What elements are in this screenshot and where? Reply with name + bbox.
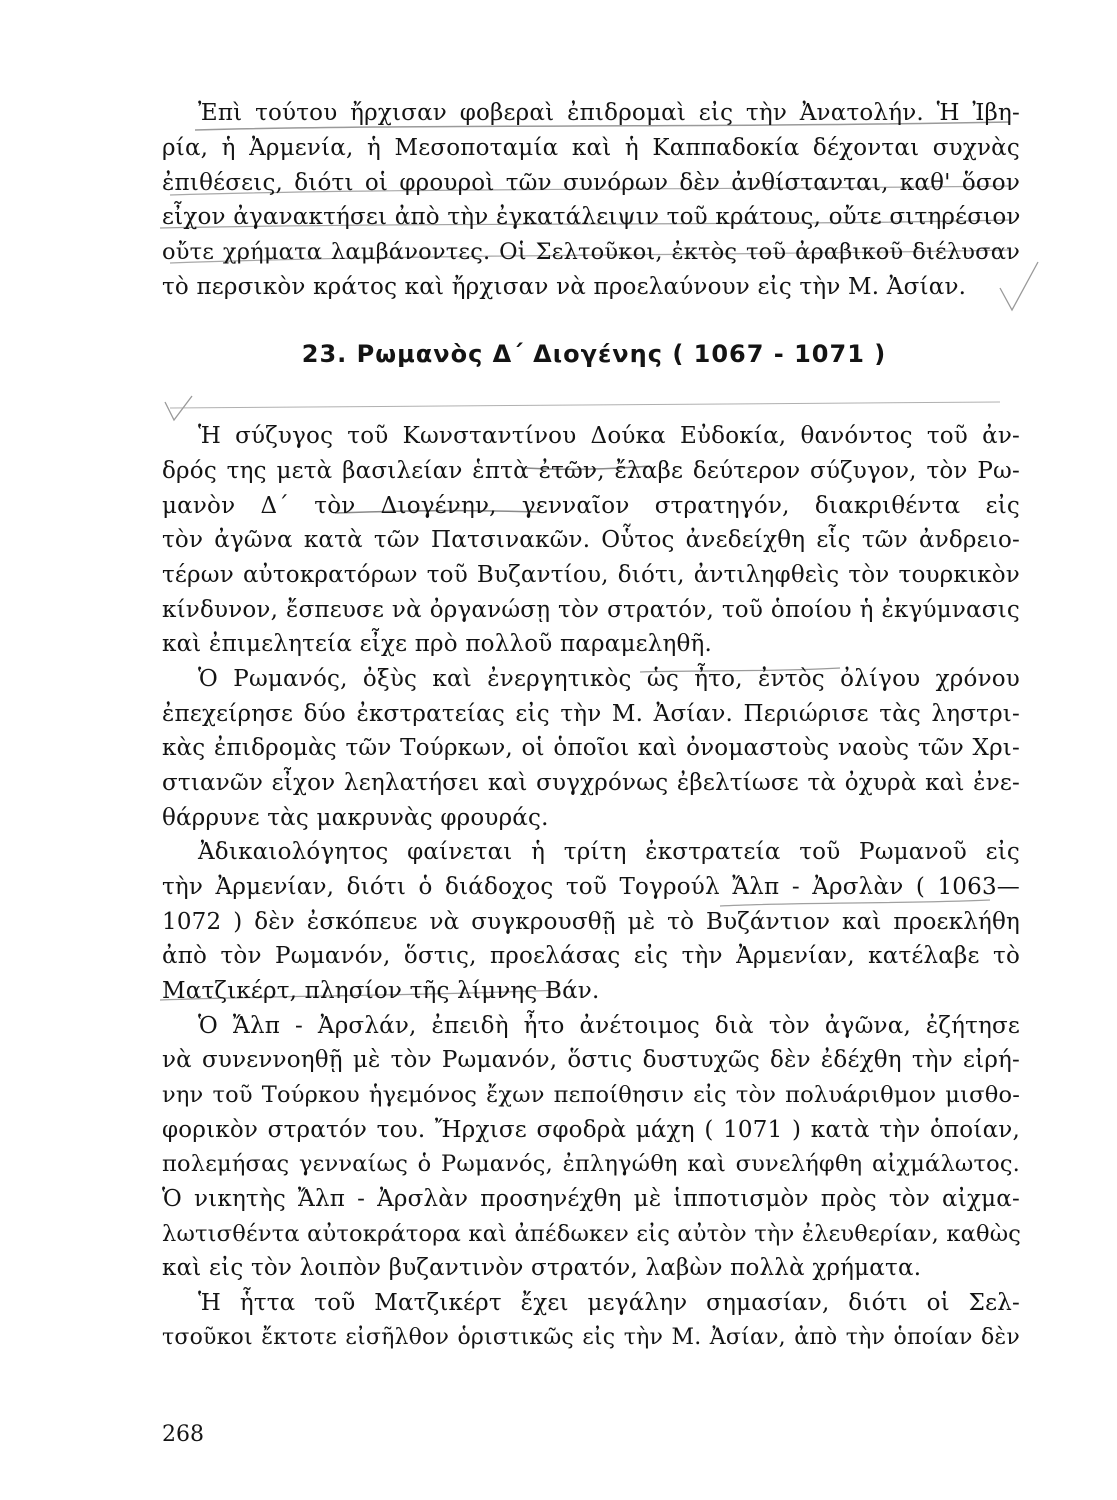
section-heading: 23. Ρωμανὸς Δ΄ Διογένης ( 1067 - 1071 ) <box>301 340 887 368</box>
text-line: Ὁ Ρωμανός, ὀξὺς καὶ ἐνεργητικὸς ὡς ἦτο, ἐντὸς ὀλίγου χρόνου <box>198 666 1020 692</box>
text-line: τὸ περσικὸν κράτος καὶ ἤρχισαν νὰ προελαύνουν εἰς τὴν Μ. Ἀσίαν. <box>162 274 967 300</box>
text-line: καὶ ἐπιμελητεία εἶχε πρὸ πολλοῦ παραμεληθῆ. <box>162 631 713 657</box>
page-number: 268 <box>162 1422 204 1447</box>
text-line: κὰς ἐπιδρομὰς τῶν Τούρκων, οἱ ὁποῖοι καὶ ὀνομαστοὺς ναοὺς τῶν Χρι- <box>162 735 1020 761</box>
text-line: Ἀδικαιολόγητος φαίνεται ἡ τρίτη ἐκστρατεία τοῦ Ρωμανοῦ εἰς <box>198 839 1020 865</box>
text-line: νην τοῦ Τούρκου ἡγεμόνος ἔχων πεποίθησιν εἰς τὸν πολυάριθμον μισθο- <box>162 1082 1020 1108</box>
text-line: καὶ εἰς τὸν λοιπὸν βυζαντινὸν στρατόν, λαβὼν πολλὰ χρήματα. <box>162 1255 922 1281</box>
text-line: ἐπεχείρησε δύο ἐκστρατείας εἰς τὴν Μ. Ἀσίαν. Περιώρισε τὰς ληστρι- <box>162 701 1020 727</box>
text-line: θάρρυνε τὰς μακρυνὰς φρουράς. <box>162 805 549 831</box>
text-line: λωτισθέντα αὐτοκράτορα καὶ ἀπέδωκεν εἰς αὐτὸν τὴν ἐλευθερίαν, καθὼς <box>162 1221 1022 1247</box>
text-line: τὴν Ἀρμενίαν, διότι ὁ διάδοχος τοῦ Τογρούλ Ἄλπ - Ἀρσλὰν ( 1063— <box>162 874 1020 900</box>
text-line: εἶχον ἀγανακτήσει ἀπὸ τὴν ἐγκατάλειψιν τοῦ κράτους, οὔτε σιτηρέσιον <box>162 204 1021 230</box>
text-line: στιανῶν εἶχον λεηλατήσει καὶ συγχρόνως ἐβελτίωσε τὰ ὀχυρὰ καὶ ἐνε- <box>162 770 1020 796</box>
text-line: τσοῦκοι ἔκτοτε εἰσῆλθον ὁριστικῶς εἰς τὴν Μ. Ἀσίαν, ἀπὸ τὴν ὁποίαν δὲν <box>162 1325 1020 1350</box>
text-line: Ἡ ἧττα τοῦ Ματζικέρτ ἔχει μεγάλην σημασίαν, διότι οἱ Σελ- <box>198 1290 1020 1316</box>
text-line: ἐπιθέσεις, διότι οἱ φρουροὶ τῶν συνόρων δὲν ἀνθίστανται, καθ' ὅσον <box>162 170 1020 196</box>
text-line: μανὸν Δ΄ τὸν Διογένην, γενναῖον στρατηγόν, διακριθέντα εἰς <box>162 493 1020 519</box>
text-line: φορικὸν στρατόν του. Ἤρχισε σφοδρὰ μάχη ( 1071 ) κατὰ τὴν ὁποίαν, <box>162 1117 1020 1143</box>
text-line: νὰ συνεννοηθῇ μὲ τὸν Ρωμανόν, ὅστις δυστυχῶς δὲν ἐδέχθη τὴν εἰρή- <box>162 1047 1020 1073</box>
text-line: δρός της μετὰ βασιλείαν ἑπτὰ ἐτῶν, ἔλαβε δεύτερον σύζυγον, τὸν Ρω- <box>162 458 1020 484</box>
text-line: πολεμήσας γενναίως ὁ Ρωμανός, ἐπληγώθη καὶ συνελήφθη αἰχμάλωτος. <box>162 1151 1020 1177</box>
text-line: οὔτε χρήματα λαμβάνοντες. Οἱ Σελτοῦκοι, ἐκτὸς τοῦ ἀραβικοῦ διέλυσαν <box>162 239 1020 265</box>
text-line: Ὁ Ἄλπ - Ἀρσλάν, ἐπειδὴ ἦτο ἀνέτοιμος διὰ τὸν ἀγῶνα, ἐζήτησε <box>198 1013 1020 1039</box>
text-line: τὸν ἀγῶνα κατὰ τῶν Πατσινακῶν. Οὗτος ἀνεδείχθη εἷς τῶν ἀνδρειο- <box>162 527 1020 553</box>
text-line: τέρων αὐτοκρατόρων τοῦ Βυζαντίου, διότι, ἀντιληφθεὶς τὸν τουρκικὸν <box>162 562 1020 588</box>
text-line: ρία, ἡ Ἀρμενία, ἡ Μεσοποταμία καὶ ἡ Καππαδοκία δέχονται συχνὰς <box>162 135 1020 161</box>
text-line: Ματζικέρτ, πλησίον τῆς λίμνης Βάν. <box>162 978 600 1004</box>
text-line: κίνδυνον, ἔσπευσε νὰ ὀργανώσῃ τὸν στρατόν, τοῦ ὁποίου ἡ ἐκγύμνασις <box>162 597 1020 623</box>
text-line: ἀπὸ τὸν Ρωμανόν, ὅστις, προελάσας εἰς τὴν Ἀρμενίαν, κατέλαβε τὸ <box>162 943 1020 969</box>
text-line: 1072 ) δὲν ἐσκόπευε νὰ συγκρουσθῇ μὲ τὸ Βυζάντιον καὶ προεκλήθη <box>162 909 1020 935</box>
text-line: Ἡ σύζυγος τοῦ Κωνσταντίνου Δούκα Εὐδοκία, θανόντος τοῦ ἀν- <box>198 423 1020 449</box>
text-line: Ἐπὶ τούτου ἤρχισαν φοβεραὶ ἐπιδρομαὶ εἰς τὴν Ἀνατολήν. Ἡ Ἰβη- <box>198 100 1020 126</box>
text-line: Ὁ νικητὴς Ἄλπ - Ἀρσλὰν προσηνέχθη μὲ ἱπποτισμὸν πρὸς τὸν αἰχμα- <box>162 1186 1020 1212</box>
